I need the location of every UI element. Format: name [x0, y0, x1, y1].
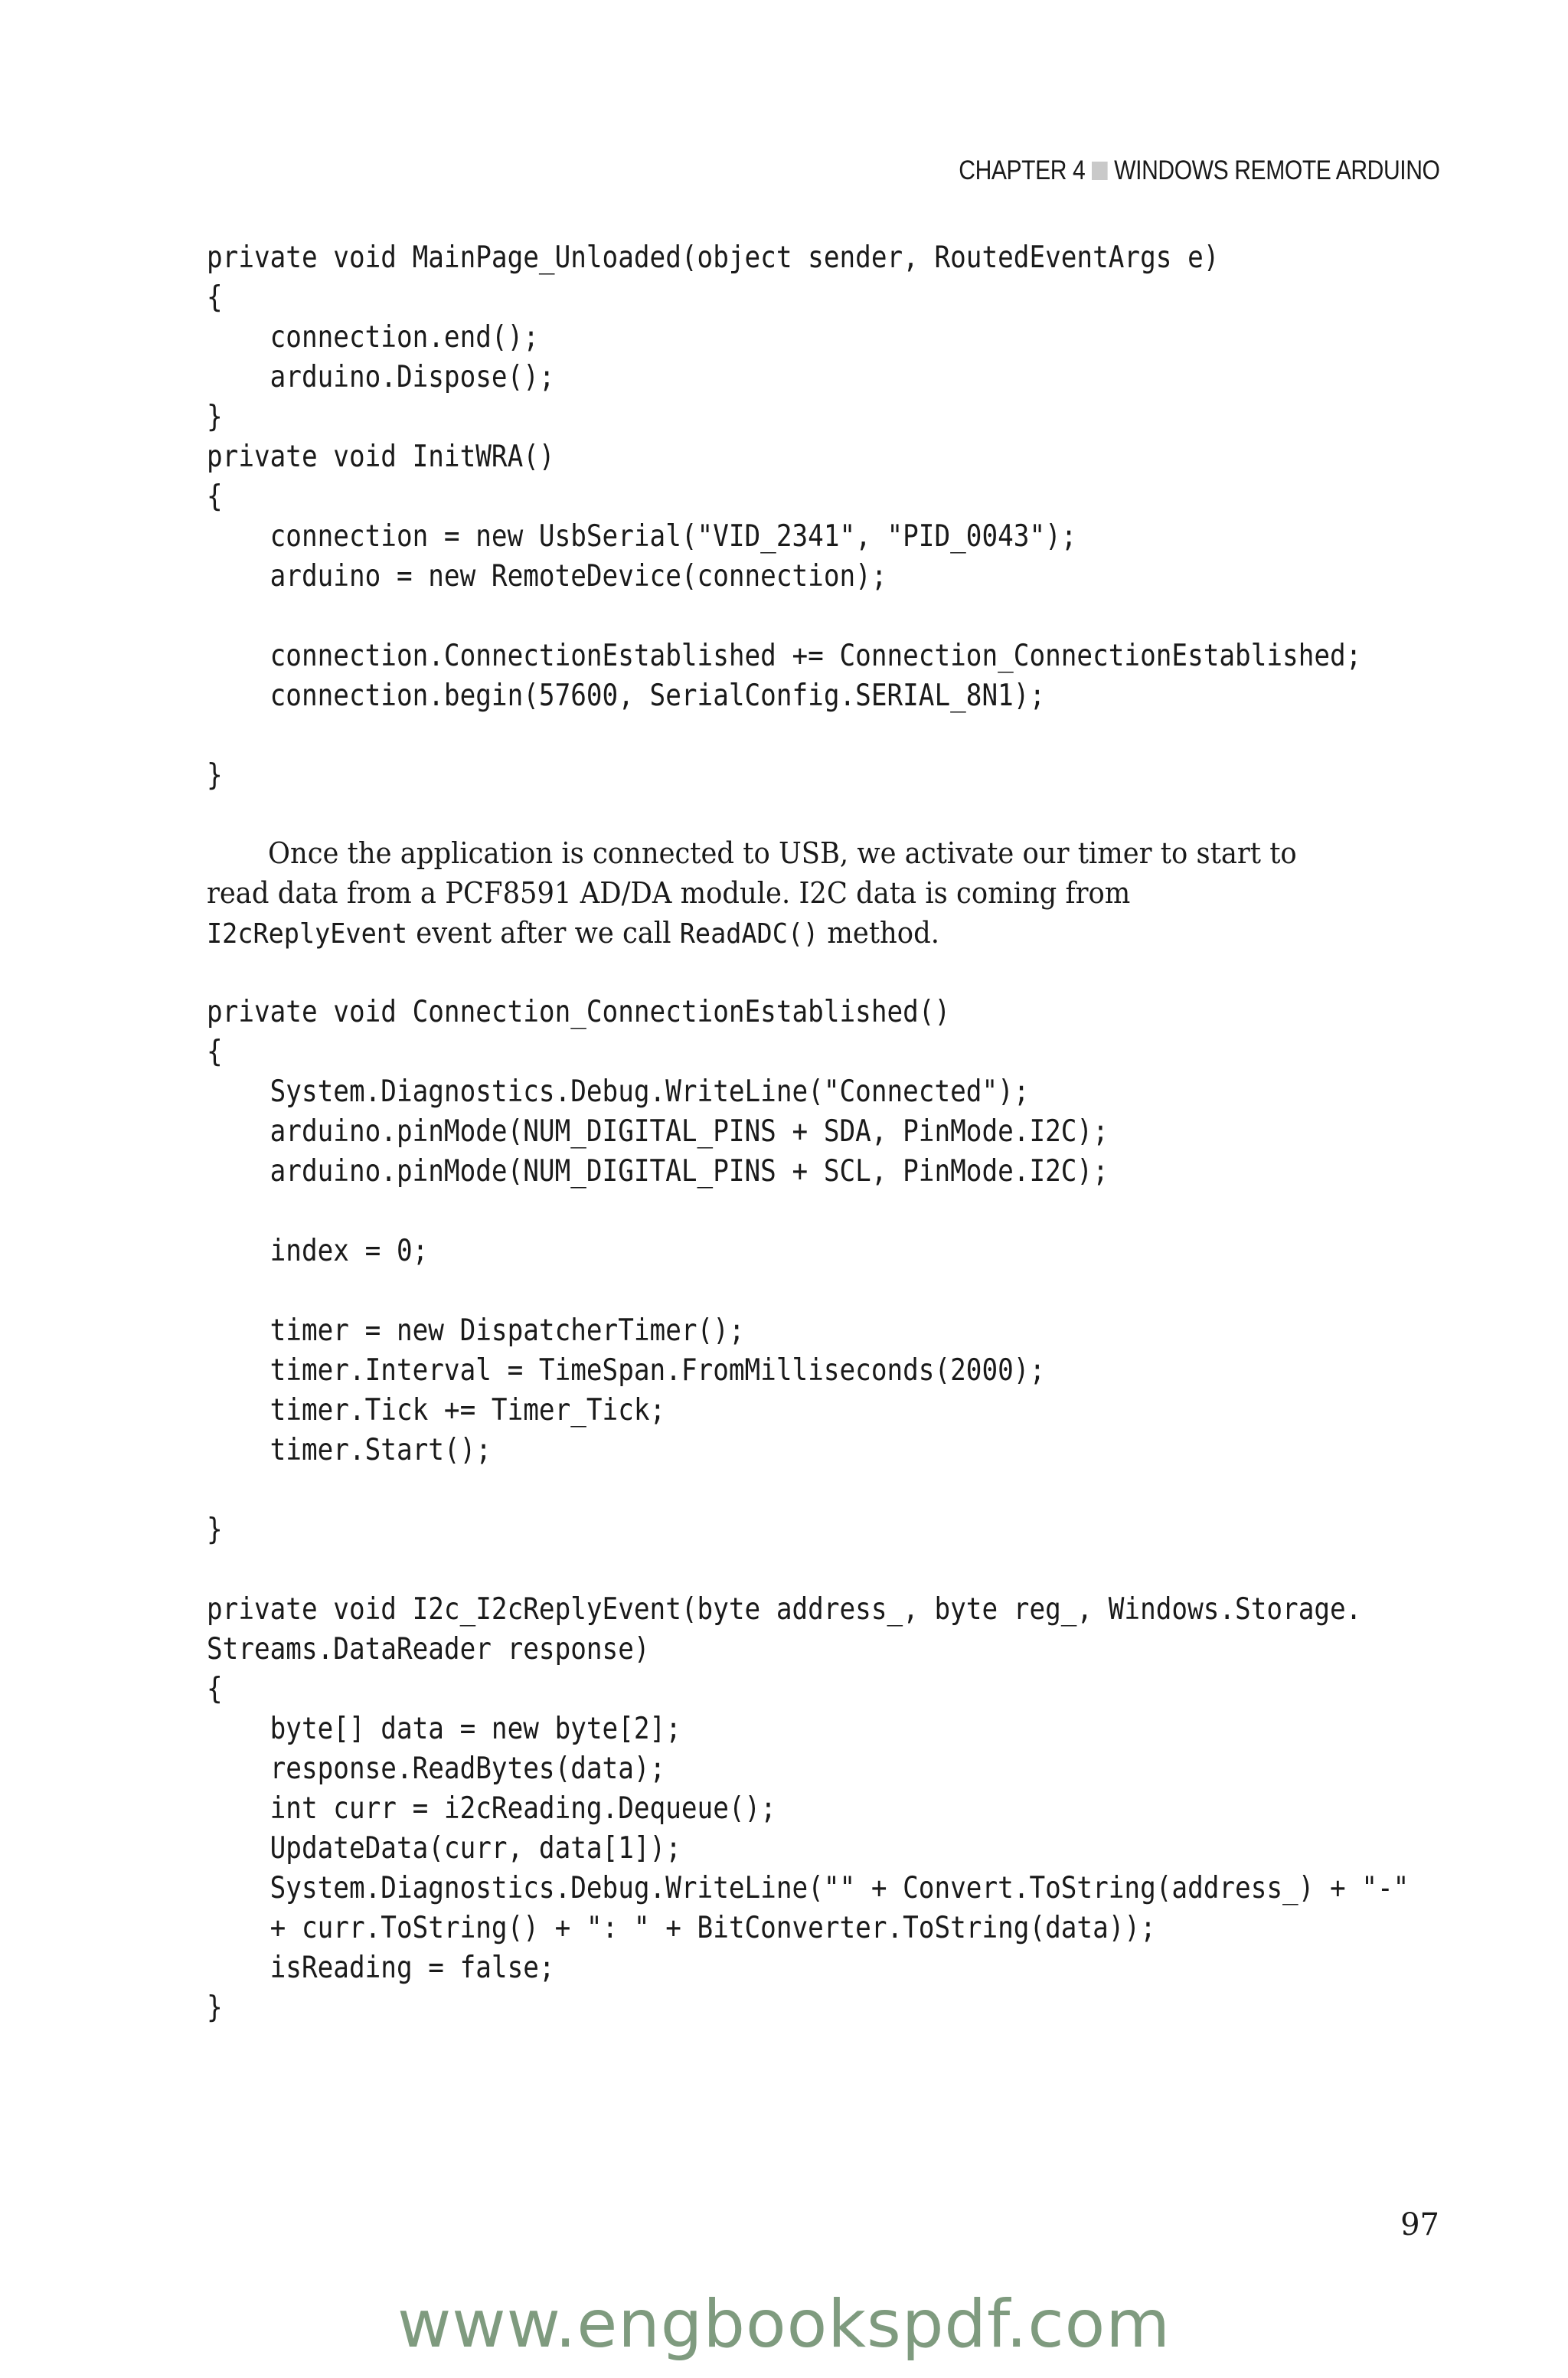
chapter-label: CHAPTER 4 [958, 155, 1085, 185]
paragraph-text-2: event after we call [407, 916, 680, 950]
code-block-unloaded-initwra: private void MainPage_Unloaded(object sender, RoutedEventArgs e) { connection.end(); arduino.Dispose(); } private void InitWRA() { connection = new UsbSerial("VID_2341", "PID_0043"); arduino = new RemoteDevice(connection); connection.ConnectionEstablished += Connection_ConnectionEstablished; connection.begin(57600, SerialConfig.SERIAL_8N1); } [207, 240, 1362, 793]
paragraph-text-1: Once the application is connected to USB, we activate our timer to start to read data from a PCF8591 AD/DA module. I2C data is coming from [207, 836, 1297, 910]
code-block-connection-i2c: private void Connection_ConnectionEstablished() { System.Diagnostics.Debug.WriteLine("Connected"); arduino.pinMode(NUM_DIGITAL_PINS + SDA, PinMode.I2C); arduino.pinMode(NUM_DIGITAL_PINS + SCL, PinMode.I2C); index = 0; timer = new DispatcherTimer(); timer.Interval = TimeSpan.FromMilliseconds(2000); timer.Tick += Timer_Tick; timer.Start(); } private void I2c_I2cReplyEvent(byte address_, byte reg_, Windows.Storage. Streams.DataReader response) { byte[] data = new byte[2]; response.ReadBytes(data); int curr = i2cReading.Dequeue(); UpdateData(curr, data[1]); System.Diagnostics.Debug.WriteLine("" + Convert.ToString(address_) + "-" + curr.ToString() + ": " + BitConverter.ToString(data)); isReading = false; } [207, 995, 1410, 2025]
body-paragraph [207, 833, 1339, 954]
inline-code-i2creplyevent: I2cReplyEvent [207, 918, 408, 950]
inline-code-readadc: ReadADC() [679, 918, 819, 950]
running-header [959, 155, 1439, 186]
page-number: 97 [1400, 2207, 1439, 2242]
watermark-url: www.engbookspdf.com [397, 2286, 1171, 2363]
separator-square-icon [1091, 162, 1107, 180]
paragraph-text-3: method. [818, 916, 939, 950]
chapter-title: WINDOWS REMOTE ARDUINO [1113, 155, 1439, 185]
